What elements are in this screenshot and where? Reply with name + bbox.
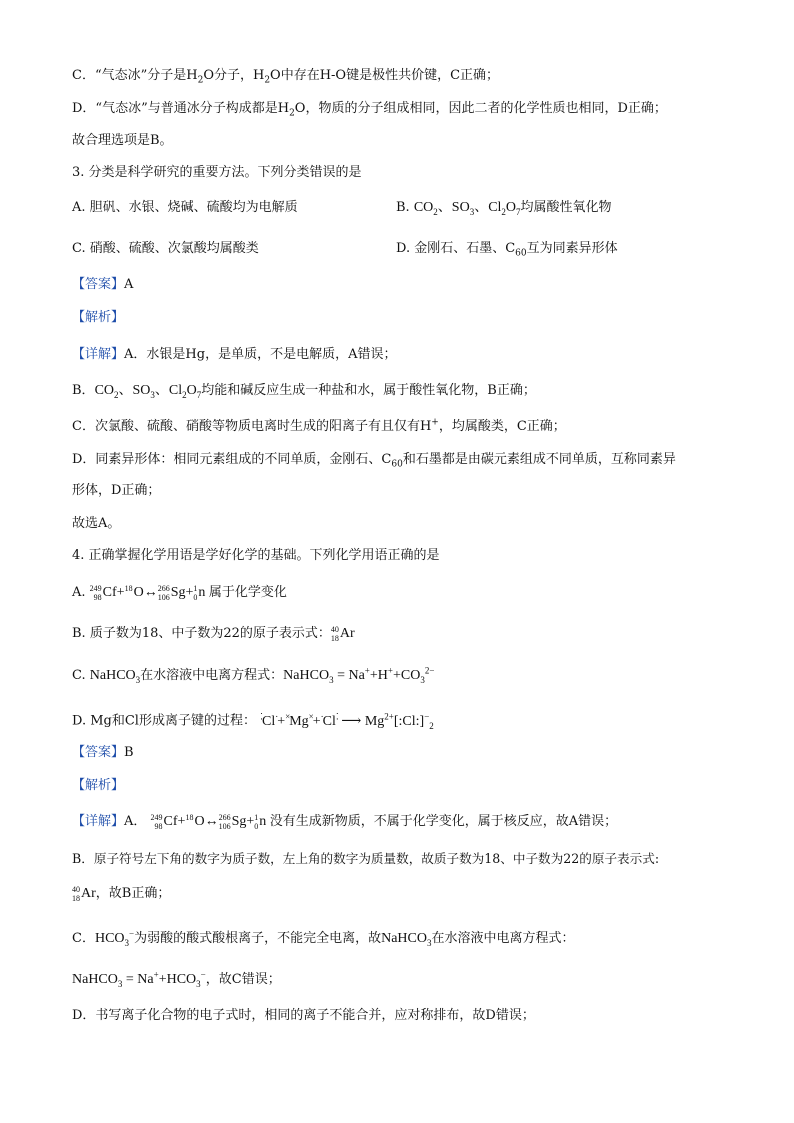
q4-option-a: A. 249 98 Cf+ 18 O↔ 266 106 Sg+ 1 0 n 属于化学变化	[72, 583, 287, 602]
q4-detail-b-line1: B．原子符号左下角的数字为质子数，左上角的数字为质量数，故质子数为18、中子数为22的原子表示式:	[72, 851, 660, 866]
q4-answer: 【答案】B	[72, 745, 134, 760]
q4-stem: 4. 正确掌握化学用语是学好化学的基础。下列化学用语正确的是	[72, 548, 440, 563]
q3-option-b: B. $CO_2$、$SO_3$、$Cl_2O_7$均属酸性氧化物	[396, 200, 612, 217]
q4-detail-b-line2: 40 18 Ar，故B正确；	[72, 884, 171, 903]
q4-detail-d: D．书写离子化合物的电子式时，相同的离子不能合并，应对称排布，故D错误；	[72, 1008, 535, 1023]
q3-option-d: D. 金刚石、石墨、$C_{60}$互为同素异形体	[396, 241, 618, 259]
q2-option-d-explanation: D．“气态冰”与普通冰分子构成都是$H_2O$，物质的分子组成相同，因此二者的化学性质也相同，D正确；	[72, 101, 667, 119]
q3-option-c: C. 硝酸、硫酸、次氯酸均属酸类	[72, 241, 259, 256]
electron-dot-process: ⁚Cl·+×Mg×+·Cl⁚ ⟶ $Mg^{2+}[:Cl:]^-_2$	[260, 711, 434, 731]
q3-conclusion: 故选A。	[72, 516, 121, 531]
q3-detail-d-line2: 形体，D正确；	[72, 483, 161, 498]
q3-option-a: A. 胆矾、水银、烧碱、硫酸均为电解质	[72, 200, 298, 215]
q2-option-c-explanation: C．“气态冰”分子是$H_2O$分子，$H_2O$中存在H-O键是极性共价键，C正确；	[72, 68, 500, 86]
q3-analysis-label: 【解析】	[72, 310, 125, 325]
q3-detail-b: B．$CO_2$、$SO_3$、$Cl_2O_7$均能和碱反应生成一种盐和水，属于酸性氧化物，B正确；	[72, 383, 536, 400]
q4-analysis-label: 【解析】	[72, 778, 125, 793]
q4-option-b: B. 质子数为18、中子数为22的原子表示式： 40 18 Ar	[72, 624, 355, 643]
q4-option-d: D. Mg和Cl形成离子键的过程： ⁚Cl·+×Mg×+·Cl⁚ ⟶ $Mg^{2+}[:Cl:]^-_2$	[72, 711, 434, 731]
q4-option-c: C. NaHCO$_3$在水溶液中电离方程式：NaHCO$_3$ = $Na^++H^++CO_3^{2-}$	[72, 665, 435, 685]
q3-answer: 【答案】A	[72, 277, 134, 292]
q4-detail-a: 【详解】A． 249 98 Cf+ 18 O↔ 266 106 Sg+ 1 0 n 没有生成新物质，不属于化学变化，属于核反应，故A错误；	[72, 812, 618, 831]
q4-detail-c-line2: NaHCO$_3$ = $Na^++HCO_3^-$，故C错误；	[72, 969, 281, 989]
q3-detail-d-line1: D．同素异形体：相同元素组成的不同单质，金刚石、$C_{60}$和石墨都是由碳元素组成不同单质，互称同素异	[72, 452, 676, 470]
q2-conclusion: 故合理选项是B。	[72, 133, 173, 148]
q3-stem: 3. 分类是科学研究的重要方法。下列分类错误的是	[72, 165, 362, 180]
q4-detail-c-line1: C．$HCO_3^-$为弱酸的酸式酸根离子，不能完全电离，故NaHCO$_3$在水溶液中电离方程式：	[72, 928, 575, 948]
q3-detail-a: 【详解】A．水银是Hg，是单质，不是电解质，A错误；	[72, 347, 397, 362]
q3-detail-c: C．次氯酸、硫酸、硝酸等物质电离时生成的阳离子有且仅有H+，均属酸类，C正确；	[72, 417, 566, 434]
